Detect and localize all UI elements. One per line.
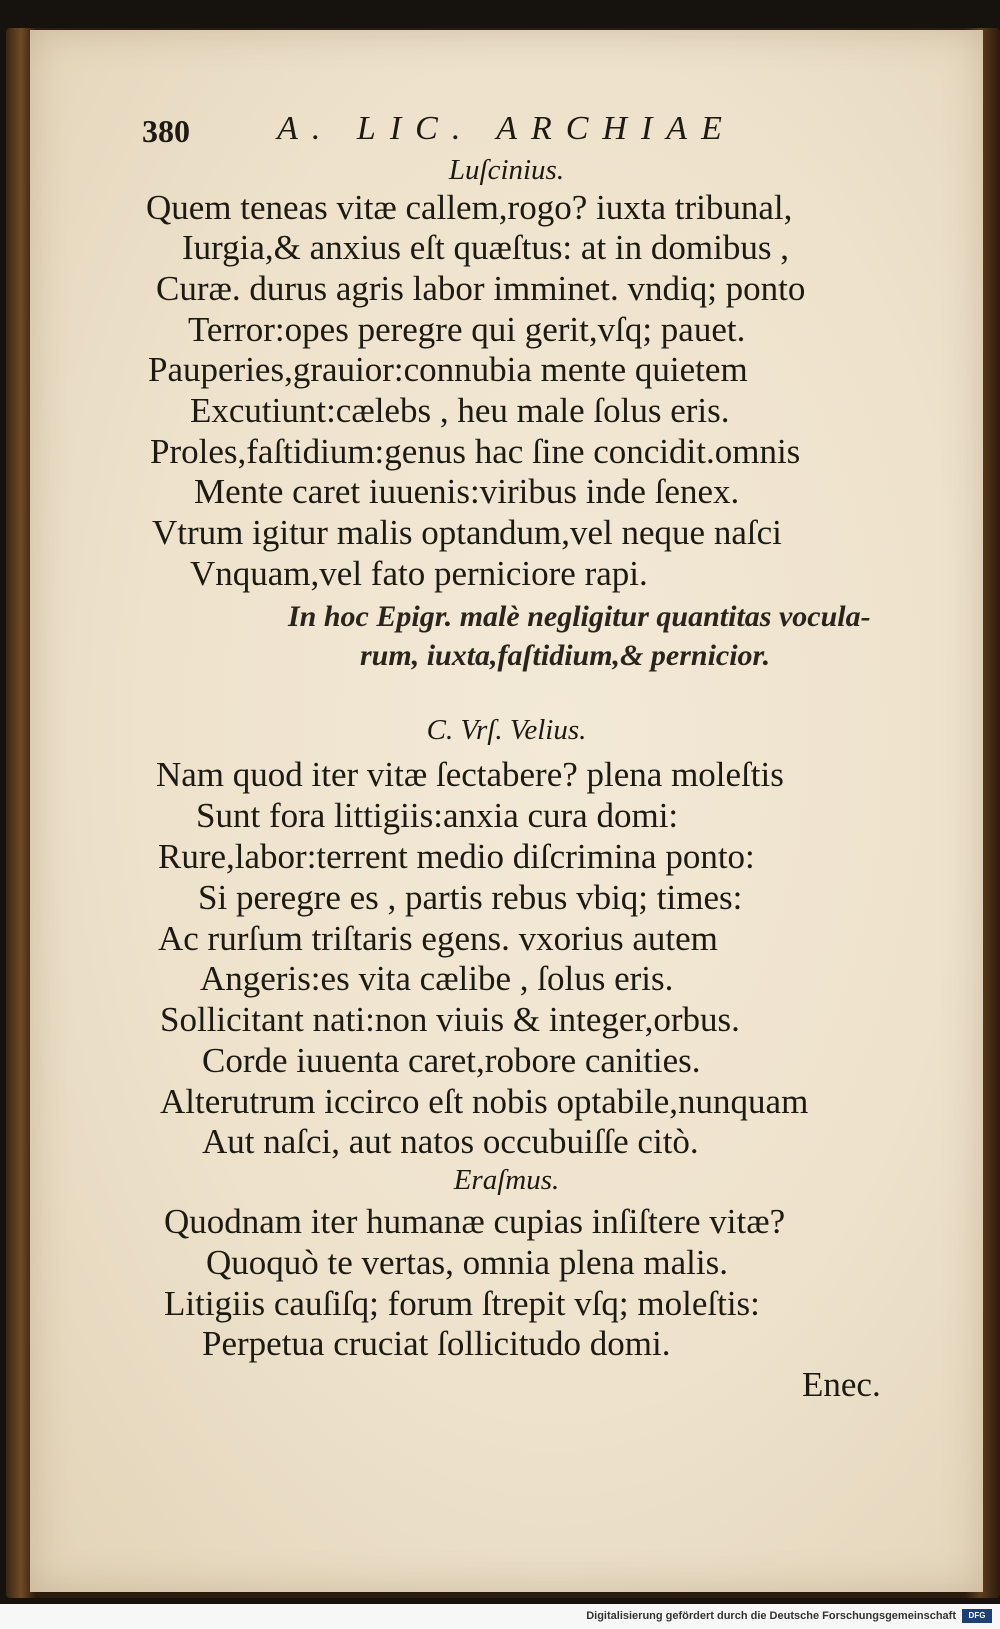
verse-line: Terror:opes peregre qui gerit,vſq; pauet. [188, 310, 746, 349]
running-title: A. LIC. ARCHIAE [277, 110, 736, 147]
verse-line: Quodnam iter humanæ cupias inſiſtere vitæ? [164, 1202, 786, 1241]
speaker-label: C. Vrſ. Velius. [426, 714, 587, 746]
verse-line: Ac rurſum triſtaris egens. vxorius autem [158, 919, 718, 958]
speaker-label: Luſcinius. [448, 154, 565, 186]
dfg-logo: DFG [962, 1609, 992, 1623]
verse-line: Corde iuuenta caret,robore canities. [202, 1041, 701, 1080]
verse-line: Pauperies,grauior:connubia mente quietem [148, 350, 748, 389]
verse-line: Vnquam,vel fato perniciore rapi. [190, 554, 648, 593]
verse-line: Iurgia,& anxius eſt quæſtus: at in domibus , [182, 228, 789, 267]
verse-line: Sunt fora littigiis:anxia cura domi: [196, 796, 679, 835]
verse-line: Perpetua cruciat ſollicitudo domi. [202, 1324, 671, 1363]
speaker-label: Eraſmus. [453, 1164, 560, 1196]
verse-line: Aut naſci, aut natos occubuiſſe citò. [202, 1122, 699, 1161]
verse-line: Vtrum igitur malis optandum,vel neque naſci [152, 513, 782, 552]
verse-line: Proles,faſtidium:genus hac ſine concidit.omnis [150, 432, 801, 471]
footer-credit: Digitalisierung gefördert durch die Deutsche Forschungsgemeinschaft [586, 1610, 956, 1622]
editor-note: rum, iuxta,faſtidium,& pernicior. [360, 639, 771, 672]
verse-line: Litigiis cauſiſq; forum ſtrepit vſq; moleſtis: [164, 1284, 760, 1323]
verse-line: Rure,labor:terrent medio diſcrimina ponto: [158, 837, 755, 876]
verse-line: Alterutrum iccirco eſt nobis optabile,nunquam [160, 1082, 809, 1121]
page-number: 380 [142, 113, 190, 149]
catchword: Enec. [802, 1365, 881, 1404]
verse-line: Nam quod iter vitæ ſectabere? plena moleſtis [156, 755, 784, 794]
verse-line: Sollicitant nati:non viuis & integer,orbus. [160, 1000, 740, 1039]
verse-line: Angeris:es vita cælibe , ſolus eris. [200, 959, 674, 998]
digitization-footer [0, 1604, 1000, 1629]
book-page [30, 30, 983, 1592]
verse-line: Excutiunt:cælebs , heu male ſolus eris. [190, 391, 730, 430]
verse-line: Curæ. durus agris labor imminet. vndiq; ponto [156, 269, 806, 308]
verse-line: Quem teneas vitæ callem,rogo? iuxta tribunal, [146, 188, 793, 227]
editor-note: In hoc Epigr. malè negligitur quantitas vocula- [288, 600, 871, 633]
running-header [30, 109, 983, 149]
verse-line: Si peregre es , partis rebus vbiq; times: [198, 878, 743, 917]
verse-line: Quoquò te vertas, omnia plena malis. [206, 1243, 728, 1282]
verse-line: Mente caret iuuenis:viribus inde ſenex. [194, 472, 740, 511]
